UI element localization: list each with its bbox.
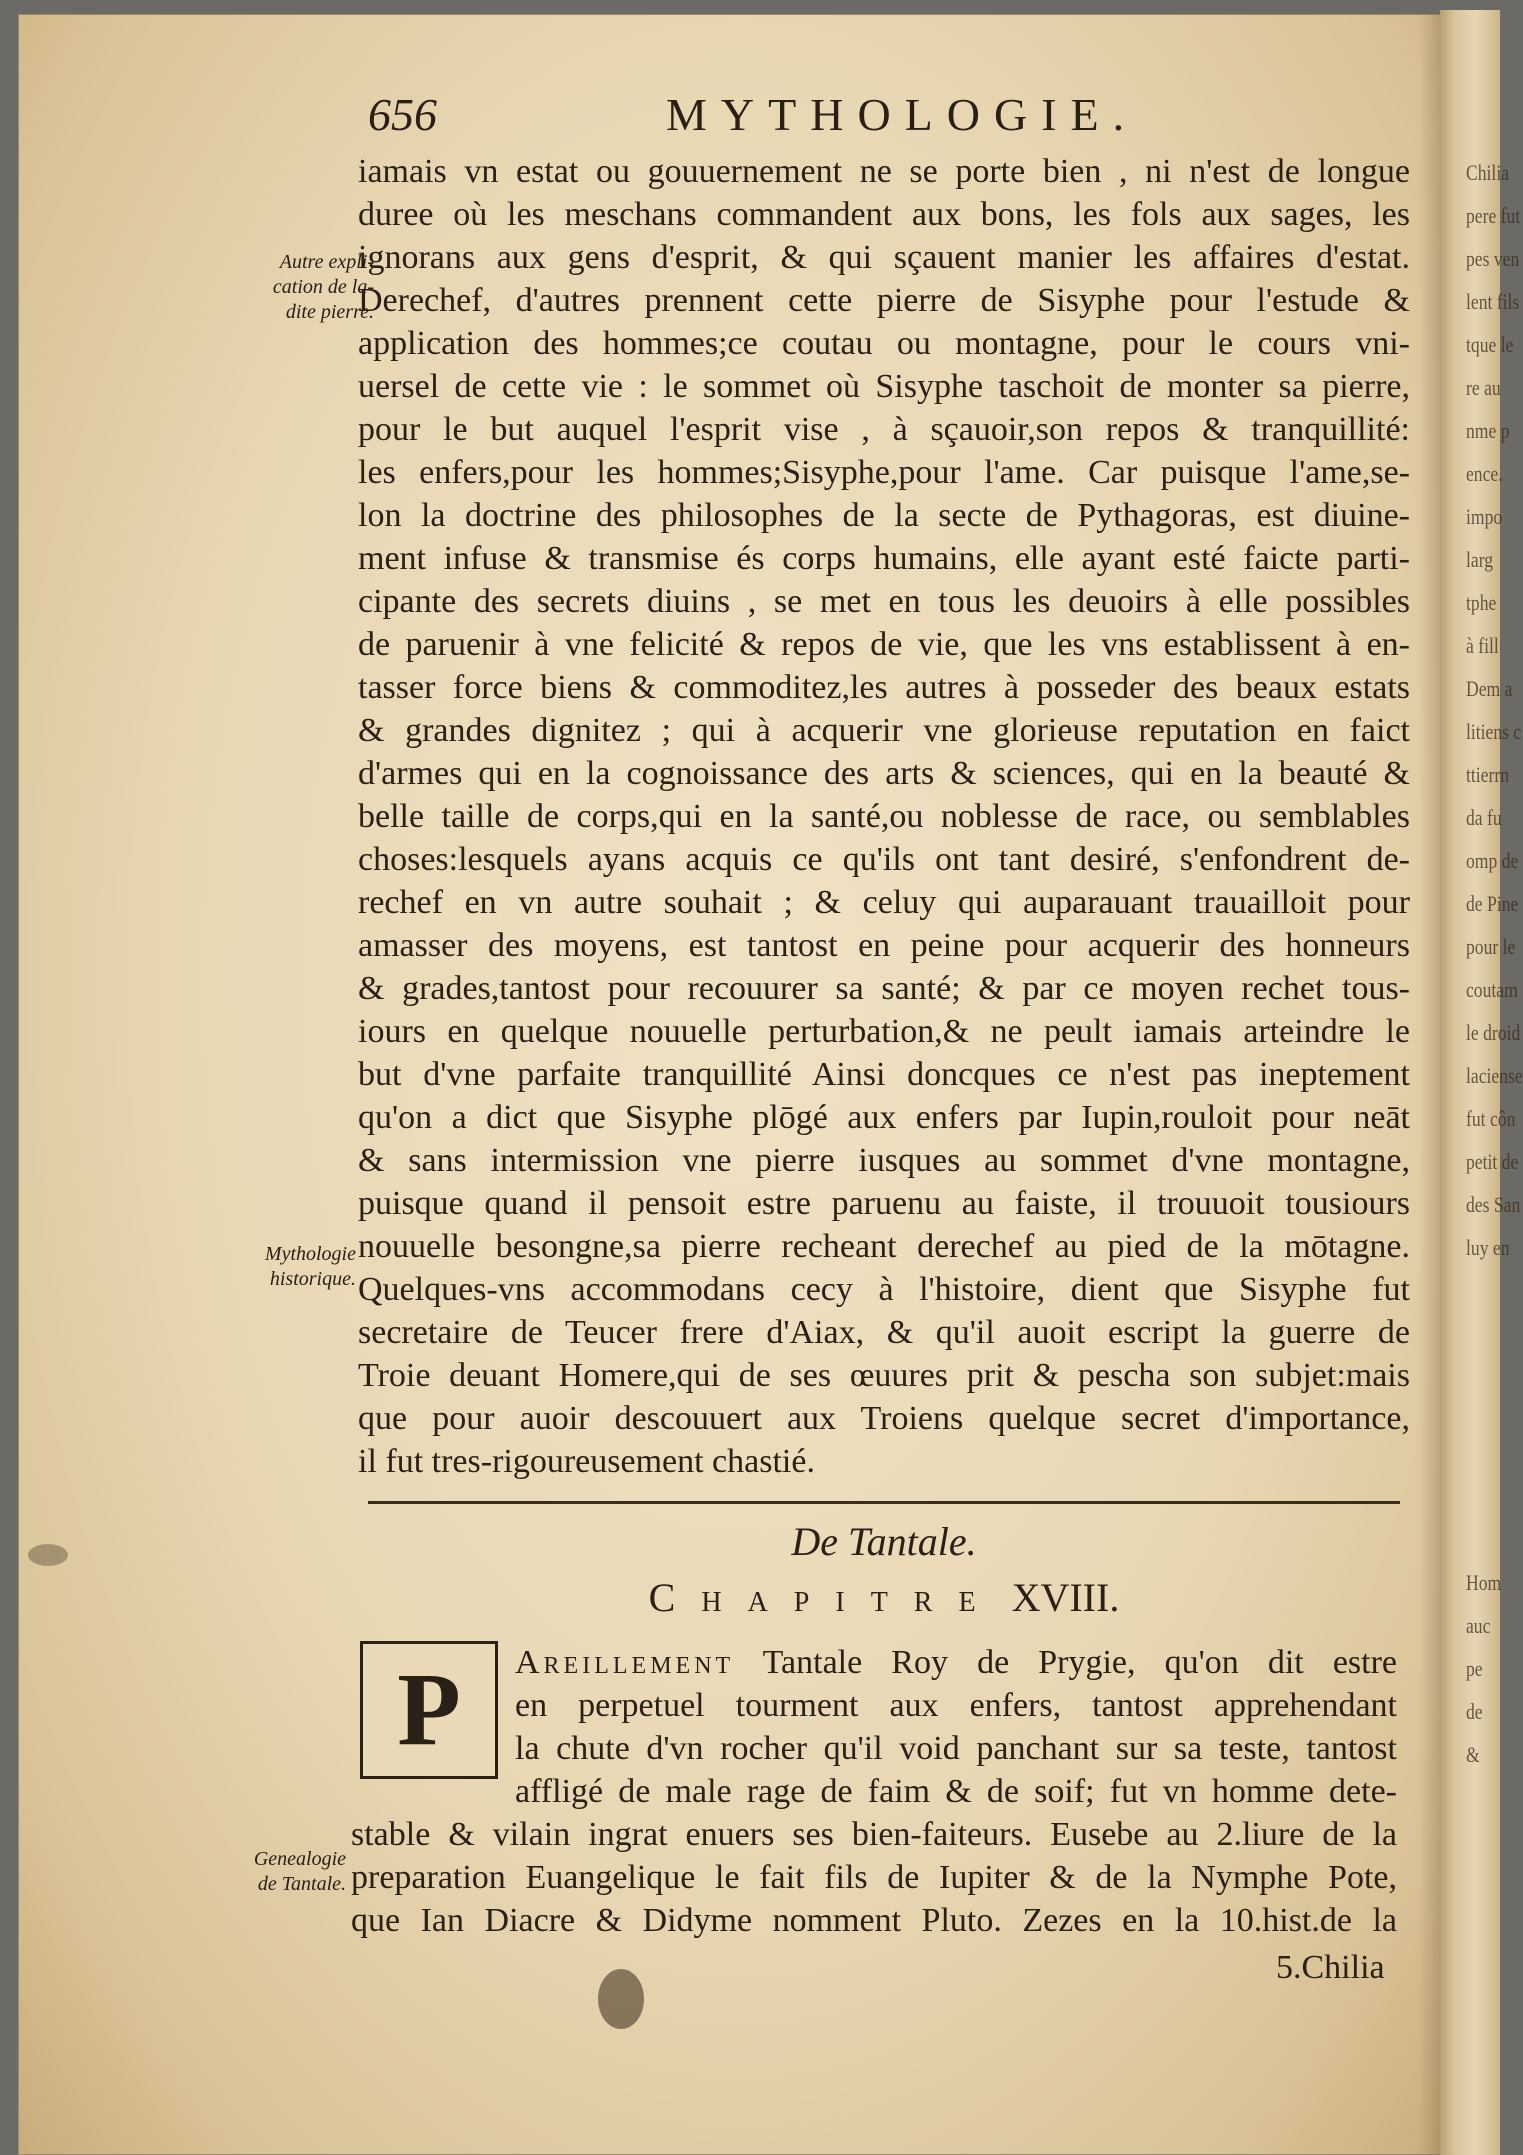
text-line: Troie deuant Homere,qui de ses œuures prit & pescha son subjet:mais: [358, 1357, 1410, 1394]
marginal-note-line: dite pierre.: [285, 301, 374, 323]
facing-fragment: nme p: [1466, 418, 1510, 443]
facing-fragment: litiens c: [1466, 719, 1522, 744]
facing-fragment: pes ven: [1466, 246, 1520, 271]
text-line: nouuelle besongne,sa pierre recheant derechef au pied de la mōtagne.: [358, 1228, 1410, 1265]
facing-fragment: petit de: [1466, 1149, 1519, 1174]
facing-fragment: tque le: [1466, 332, 1514, 357]
text-line: Quelques-vns accommodans cecy à l'histoire, dient que Sisyphe fut: [358, 1271, 1410, 1308]
ornamental-dropcap: [360, 1641, 498, 1779]
facing-fragment: Hom: [1466, 1570, 1502, 1595]
book-page: [18, 14, 1458, 2155]
text-line: & grandes dignitez ; qui à acquerir vne glorieuse reputation en faict: [358, 712, 1410, 749]
text-line: iours en quelque nouuelle perturbation,& ne peult iamais arteindre le: [358, 1013, 1410, 1050]
facing-fragment: &: [1466, 1742, 1480, 1767]
facing-fragment: larg: [1466, 547, 1494, 572]
running-title: MYTHOLOGIE.: [666, 89, 1139, 140]
facing-fragment: des San: [1466, 1192, 1521, 1217]
text-line: ignorans aux gens d'esprit, & qui sçauent manier les affaires d'estat.: [358, 239, 1410, 276]
facing-fragment: pere fut: [1466, 203, 1521, 228]
facing-fragment: lent fils: [1466, 289, 1520, 314]
section-divider: [368, 1501, 1400, 1504]
ink-stain: [598, 1969, 644, 2029]
facing-fragment: à fill: [1466, 633, 1499, 658]
chapter-opening-lines: [515, 1641, 1397, 1813]
facing-fragment: ttierrn: [1466, 762, 1510, 787]
text-line: affligé de male rage de faim & de soif; fut vn homme dete-: [515, 1773, 1397, 1810]
text-line: la chute d'vn rocher qu'il void panchant sur sa teste, tantost: [515, 1730, 1397, 1767]
chapter-text: [351, 1813, 1397, 1942]
text-line: qu'on a dict que Sisyphe plōgé aux enfers par Iupin,rouloit pour neāt: [358, 1099, 1410, 1136]
text-line: pour le but auquel l'esprit vise , à sçauoir,son repos & tranquillité:: [358, 411, 1410, 448]
text-line: lon la doctrine des philosophes de la secte de Pythagoras, est diuine-: [358, 497, 1410, 534]
facing-page-edge: [1440, 10, 1523, 2155]
text-line: puisque quand il pensoit estre paruenu au faiste, il trouuoit tousiours: [358, 1185, 1410, 1222]
facing-fragment: coutam: [1466, 977, 1518, 1002]
facing-fragment: impo: [1466, 504, 1503, 529]
text-line: cipante des secrets diuins , se met en tous les deuoirs à elle possibles: [358, 583, 1410, 620]
facing-fragment: omp de: [1466, 848, 1519, 873]
catchword: 5.Chilia: [1276, 1949, 1385, 1986]
text-line: il fut tres-rigoureusement chastié.: [358, 1443, 815, 1480]
text-fragment: Tantale Roy de Prygie, qu'on dit estre: [734, 1644, 1397, 1681]
text-line: les enfers,pour les hommes;Sisyphe,pour l'ame. Car puisque l'ame,se-: [358, 454, 1410, 491]
facing-fragment: laciense: [1466, 1063, 1523, 1088]
text-line: amasser des moyens, est tantost en peine pour acquerir des honneurs: [358, 927, 1410, 964]
marginal-note-line: cation de la-: [272, 276, 374, 298]
text-line: preparation Euangelique le fait fils de Iupiter & de la Nymphe Pote,: [351, 1859, 1397, 1896]
text-line: tasser force biens & commoditez,les autres à posseder des beaux estats: [358, 669, 1410, 706]
text-line: stable & vilain ingrat enuers ses bien-faiteurs. Eusebe au 2.liure de la: [351, 1816, 1397, 1853]
text-line: que Ian Diacre & Didyme nomment Pluto. Zezes en la 10.hist.de la: [351, 1902, 1397, 1939]
text-line: rechef en vn autre souhait ; & celuy qui auparauant trauailloit pour: [358, 884, 1410, 921]
chapter-heading: [358, 1574, 1410, 1621]
facing-fragment: de Pine: [1466, 891, 1519, 916]
main-text-block: [358, 150, 1410, 1483]
chapter-number: XVIII.: [1011, 1575, 1120, 1620]
section-title: De Tantale.: [791, 1519, 977, 1564]
facing-fragment: da fu: [1466, 805, 1502, 830]
text-line: but d'vne parfaite tranquillité Ainsi doncques ce n'est pas ineptement: [358, 1056, 1410, 1093]
text-line: & grades,tantost pour recouurer sa santé; & par ce moyen rechet tous-: [358, 970, 1410, 1007]
facing-fragment: pe: [1466, 1656, 1483, 1681]
text-line: ment infuse & transmise és corps humains, elle ayant esté faicte parti-: [358, 540, 1410, 577]
ink-stain: [28, 1544, 68, 1566]
text-line: Derechef, d'autres prennent cette pierre de Sisyphe pour l'estude &: [358, 282, 1410, 319]
opening-smallcaps: Areillement: [515, 1644, 735, 1681]
marginal-note-autre-explication: [194, 250, 374, 325]
facing-fragment: luy en: [1466, 1235, 1510, 1260]
facing-fragment: re au: [1466, 375, 1501, 400]
marginal-note-line: Mythologie: [264, 1243, 356, 1265]
facing-fragment: Chilia: [1466, 160, 1510, 185]
marginal-note-line: historique.: [269, 1268, 356, 1290]
facing-fragment: le droid: [1466, 1020, 1521, 1045]
text-line: secretaire de Teucer frere d'Aiax, & qu'il auoit escript la guerre de: [358, 1314, 1410, 1351]
text-line: belle taille de corps,qui en la santé,ou noblesse de race, ou semblables: [358, 798, 1410, 835]
text-line: d'armes qui en la cognoissance des arts & sciences, qui en la beauté &: [358, 755, 1410, 792]
dropcap-letter: P: [397, 1652, 461, 1767]
text-line: uersel de cette vie : le sommet où Sisyphe taschoit de monter sa pierre,: [358, 368, 1410, 405]
marginal-note-genealogie: [194, 1847, 346, 1897]
text-line: choses:lesquels ayans acquis ce qu'ils ont tant desiré, s'enfondrent de-: [358, 841, 1410, 878]
facing-fragment: fut côn: [1466, 1106, 1516, 1131]
text-line: & sans intermission vne pierre iusques au sommet d'vne montagne,: [358, 1142, 1410, 1179]
marginal-note-line: Genealogie: [253, 1848, 346, 1870]
text-line: [515, 1641, 1397, 1684]
marginal-note-line: de Tantale.: [257, 1873, 346, 1895]
text-line: en perpetuel tourment aux enfers, tantost apprehendant: [515, 1687, 1397, 1724]
text-line: application des hommes;ce coutau ou montagne, pour le cours vni-: [358, 325, 1410, 362]
page-number: 656: [368, 89, 437, 140]
chapter-word: Chapitre: [648, 1575, 1002, 1620]
text-line: de paruenir à vne felicité & repos de vie, que les vns establissent à en-: [358, 626, 1410, 663]
marginal-note-mythologie-historique: [194, 1242, 356, 1292]
text-line: que pour auoir descouuert aux Troiens quelque secret d'importance,: [358, 1400, 1410, 1437]
marginal-note-line: Autre expli-: [279, 251, 374, 273]
facing-fragment: de: [1466, 1699, 1483, 1724]
facing-fragment: pour le: [1466, 934, 1516, 959]
facing-fragment: tphe: [1466, 590, 1497, 615]
text-line: duree où les meschans commandent aux bons, les fols aux sages, les: [358, 196, 1410, 233]
facing-fragment: ence.: [1466, 461, 1503, 486]
facing-fragment: auc: [1466, 1613, 1491, 1638]
facing-fragment: Dem a: [1466, 676, 1513, 701]
text-line: iamais vn estat ou gouuernement ne se porte bien , ni n'est de longue: [358, 153, 1410, 190]
